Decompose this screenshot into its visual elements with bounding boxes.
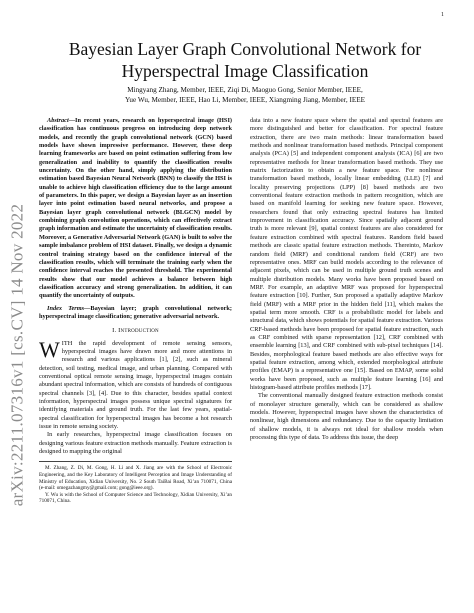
left-column [39,117,232,505]
index-terms-text: —Bayesian layer; graph convolutional network; hyperspectral image classification; generative adversarial network. [39,304,233,320]
abstract [39,117,232,301]
right-paragraph-1: data into a new feature space where the spatial and spectral features are more distinguished and better for classification. For spectral feature extraction, there are two main methods: linear transformation based methods and nonlinear transformation based methods. Principal component analysis (PCA) [5] and independent component analysis (ICA) [6] are two representative methods for linear transformation based methods. They use matrix factorization to obtain a new feature space. For nonlinear transformation based methods, locally linear embedding (LLE) [7] and locality preserving projections (LPP) [8] based methods are two conventional feature extraction methods in pattern recognition, which are based on manifold learning for seeking new feature space. However, researchers found that only extracting spectral features has limited improvement in classification accuracy. Since spatially adjacent ground truth is more relevant [9], spatial context features are also considered for feature extraction combined with spectral features. Random field based methods are classic spatial feature extraction methods. Thereinto, Markov random field (MRF) and conditional random field (CRF) are two representative ones. MRF can build models according to the relevance of adjacent pixels, which can be used in multiple ground truth scenes and multiple distribution models. Many works have been proposed based on MRF. For example, an adaptive MRF was proposed for hyperspectral feature extraction [10]. Further, Sun proposed a spatially adaptive Markov field (MRF) with a MRF prior in the hidden field [11], which makes the spatial term more smooth. CRF is a probabilistic model for labels and structural data, which shows potentials for spatial feature extraction. Various CRF-based methods have been proposed for spatial feature extraction, such as CRF combined with sparse representation [12], CRF combined with ensemble learning [13], and CRF combined with sub-pixel techniques [14]. Besides, morphological feature based methods are also effective ways for spatial feature extraction, among which, extended morphological attribute profiles (EMAP) is a representative one [15]. Based on EMAP, some solid works have been proposed, such as multiple feature learning [16] and histogram-based attribute profiles methods [17]. [250,117,443,391]
intro-paragraph-1 [39,336,232,432]
page-number: 1 [441,12,444,18]
author-list [40,85,450,105]
footnote-affiliation: M. Zhang, Z. Di, M. Gong, H. Li and X. Jiang are with the School of Electronic Engineering, and the Key Laboratory of Intelligent Perception and Image Understanding of Ministry of Education, Xidian University, No. 2 South TaiBai Road, Xi’an 710071, China (e-mail: omegazhangmy@gmail.com; gong@ieee.org). [39,465,232,492]
index-terms [39,305,232,322]
paper-title: Bayesian Layer Graph Convolutional Network for Hyperspectral Image Classification [68,39,422,81]
footnote-wu: Y. Wu is with the School of Computer Science and Technology, Xidian University, Xi’an 710071, China. [39,491,232,505]
drop-cap: W [39,336,60,362]
right-paragraph-2: The conventional manually designed feature extraction methods consist of monolayer structure generally, which can be considered as shallow models. However, hyperspectral images have shown the characteristics of nonlinear, high dimensions and redundancy. Due to the capacity limitation of shallow models, it is always not ideal for shallow models when processing this type of data. To address this issue, the deep [250,392,443,442]
intro-paragraph-1-text: ITH the rapid development of remote sensing sensors, hyperspectral images have drawn more and more attentions in research and various applications [1], [2], such as mineral detection, soil testing, medical image, and urban planning. Compared with conventional optical remote sensing image, hyperspectral images contain abundant spectral information, which are consists of hundreds of contiguous spectral channels [3], [4]. Due to this character, besides spatial context information, hyperspectral images possess unique spectral signatures for identifying materials and ground truth. For the last few years, spatial-spectral classification for hyperspectral images has become a hot research issue in remote sensing society. [39,339,232,431]
abstract-text: —In recent years, research on hyperspectral image (HSI) classification has continuous progress on introducing deep network models, and recently the graph convolutional network (GCN) based models have shown impressive performance. However, these deep learning frameworks are based on point estimation suffering from low generalization and inability to quantify the classification results uncertainty. On the other hand, simply applying the distribution estimation based Bayesian Neural Network (BNN) to classify the HSI is unable to achieve high classification efficiency due to the large amount of parameters. In this paper, we design a Bayesian layer as an insertion layer into point estimation based neural networks, and propose a Bayesian layer graph convolutional network (BLGCN) model by combining graph convolution operations, which can effectively extract graph information and estimate the uncertainty of classification results. Moreover, a Generative Adversarial Network (GAN) is built to solve the sample imbalance problem of HSI dataset. Finally, we design a dynamic control training strategy based on the confidence interval of the classification results, which will terminate the training early when the confidence interval reaches the presented threshold. The experimental results show that our model achieves a balance between high classification accuracy and strong generalization. In addition, it can quantify the uncertainty of outputs. [39,117,232,300]
footnotes [39,461,232,505]
section-heading: I. Introduction [112,327,159,335]
arxiv-stamp-text: arXiv:2211.07316v1 [cs.CV] 14 Nov 2022 [7,203,27,507]
author-line-2: Yue Wu, Member, IEEE, Hao Li, Member, IEEE, Xiangming Jiang, Member, IEEE [124,96,366,104]
right-column [250,117,443,442]
index-terms-label: Index Terms [47,304,85,312]
abstract-label: Abstract [47,117,69,124]
intro-paragraph-2: In early researches, hyperspectral image classification focuses on designing various feature extraction methods manually. Feature extraction is designed to mapping the original [39,431,232,456]
author-line-1: Mingyang Zhang, Member, IEEE, Ziqi Di, Maoguo Gong, Senior Member, IEEE, [127,86,363,94]
arxiv-stamp [4,140,30,570]
